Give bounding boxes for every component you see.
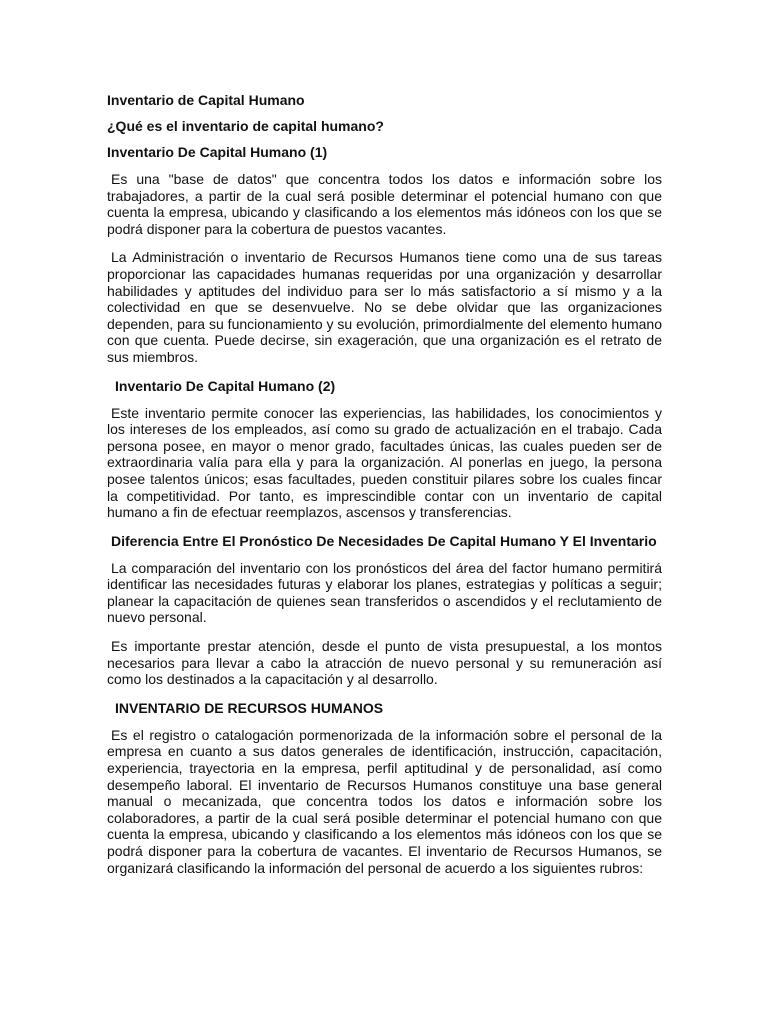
- section1-heading: Inventario De Capital Humano (1): [107, 144, 328, 160]
- section2-paragraph-1: Este inventario permite conocer las experiencias, las habilidades, los conocimientos y los intereses de los empleados, así como su grado de actualización en el trabajo. Cada persona posee, en mayor o menor grado, facultades únicas, las cuales pueden ser de extraordinaria valía para ella y para la organización. Al ponerlas en juego, la persona posee talentos únicos; esas facultades, pueden constituir pilares sobre los cuales fincar la competitividad. Por tanto, es imprescindible contar con un inventario de capital humano a fin de efectuar reemplazos, ascensos y transferencias.: [107, 404, 662, 521]
- document-title: Inventario de Capital Humano: [107, 92, 305, 108]
- section4-paragraph-1: Es el registro o catalogación pormenorizada de la información sobre el personal de la empresa en cuanto a sus datos generales de identificación, instrucción, capacitación, experiencia, trayectoria en la empresa, perfil aptitudinal y de personalidad, así como desempeño laboral. El inventario de Recursos Humanos constituye una base general manual o mecanizada, que concentra todos los datos e información sobre los colaboradores, a partir de la cual será posible determinar el potencial humano con que cuenta la empresa, ubicando y clasificando a los elementos más idóneos con los que se podrá disponer para la cobertura de vacantes. El inventario de Recursos Humanos, se organizará clasificando la información del personal de acuerdo a los siguientes rubros:: [107, 726, 662, 876]
- section2-heading: Inventario De Capital Humano (2): [115, 377, 336, 394]
- section3-paragraph-2: Es importante prestar atención, desde el punto de vista presupuestal, a los montos necesarios para llevar a cabo la atracción de nuevo personal y su remuneración así como los destinados a la capacitación y al desarrollo.: [107, 638, 662, 688]
- section3-heading: Diferencia Entre El Pronóstico De Necesidades De Capital Humano Y El Inventario: [111, 532, 657, 549]
- question-heading: ¿Qué es el inventario de capital humano?: [107, 118, 384, 134]
- section3-paragraph-1: La comparación del inventario con los pronósticos del área del factor humano permitirá identificar las necesidades futuras y elaborar los planes, estrategias y políticas a seguir; planear la capacitación de quienes sean transferidos o ascendidos y el reclutamiento de nuevo personal.: [107, 559, 662, 626]
- section4-heading: INVENTARIO DE RECURSOS HUMANOS: [115, 699, 384, 716]
- section1-paragraph-2: La Administración o inventario de Recursos Humanos tiene como una de sus tareas proporcionar las capacidades humanas requeridas por una organización y desarrollar habilidades y aptitudes del individuo para ser lo más satisfactorio a sí mismo y a la colectividad en que se desenvuelve. No se debe olvidar que las organizaciones dependen, para su funcionamiento y su evolución, primordialmente del elemento humano con que cuenta. Puede decirse, sin exageración, que una organización es el retrato de sus miembros.: [107, 249, 662, 365]
- section1-paragraph-1: Es una "base de datos" que concentra todos los datos e información sobre los trabajadores, a partir de la cual será posible determinar el potencial humano con que cuenta la empresa, ubicando y clasificando a los elementos más idóneos con los que se podrá disponer para la cobertura de puestos vacantes.: [107, 171, 662, 237]
- document-page: [107, 92, 662, 876]
